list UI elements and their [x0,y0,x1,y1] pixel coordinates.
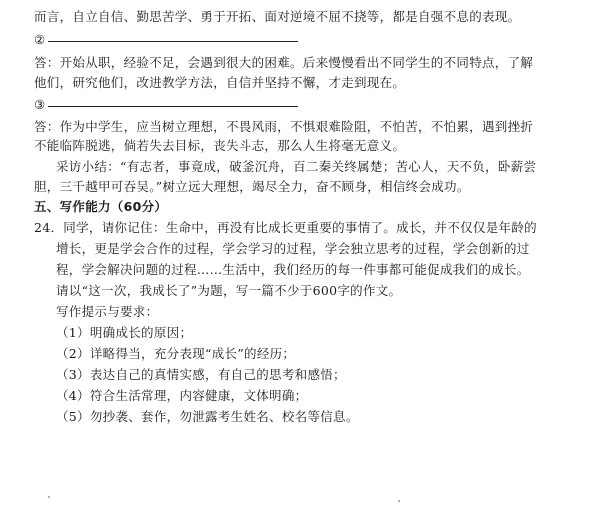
writing-requirement-item: （2）详略得当，充分表现“成长”的经历； [56,346,296,361]
interview-summary-line: 胆，三千越甲可吞吴。”树立远大理想，竭尽全力，奋不顾身，相信终会成功。 [34,179,470,194]
answer-text-line: 他们，研究他们，改进教学方法，自信并坚持不懈，才走到现在。 [34,75,406,90]
scan-speck [48,496,50,498]
writing-requirement-item: （3）表达自己的真情实感，有自己的思考和感悟； [56,367,346,382]
writing-requirement-item: （1）明确成长的原因； [56,325,193,340]
question-24-line: 程，学会解决问题的过程……生活中，我们经历的每一件事都可能促成我们的成长。 [56,262,530,277]
circled-number-2: ② [34,32,46,47]
circled-number-3: ③ [34,97,46,112]
scan-speck [398,500,400,502]
answer-blank-line [48,105,298,107]
blank-answer-2 [34,31,298,49]
blank-answer-3 [34,96,298,114]
question-24-line: 增长，更是学会合作的过程，学会学习的过程，学会独立思考的过程，学会创新的过 [56,241,530,256]
question-24-line: 24．同学，请你记住：生命中，再没有比成长更重要的事情了。成长，并不仅仅是年龄的 [34,220,537,235]
interview-summary-line: 采访小结：“有志者，事竟成，破釜沉舟，百二秦关终属楚；苦心人，天不负，卧薪尝 [56,159,537,174]
answer-text-line: 答：开始从职，经验不足，会遇到很大的困难。后来慢慢看出不同学生的不同特点，了解 [34,55,534,70]
writing-requirement-item: （4）符合生活常理，内容健康，文体明确； [56,388,308,403]
writing-tips-heading: 写作提示与要求： [56,304,159,319]
essay-title-instruction: 请以“这一次，我成长了”为题，写一篇不少于600字的作文。 [56,283,402,298]
answer-text-line: 答：作为中学生，应当树立理想，不畏风雨，不惧艰难险阻，不怕苦，不怕累，遇到挫折 [34,119,534,134]
text-line: 而言，自立自信、勤思苦学、勇于开拓、面对逆境不屈不挠等，都是自强不息的表现。 [34,9,521,24]
writing-requirement-item: （5）勿抄袭、套作，勿泄露考生姓名、校名等信息。 [56,409,359,424]
section-heading-writing: 五、写作能力（60分） [34,199,168,214]
answer-blank-line [48,40,298,42]
answer-text-line: 不能临阵脱逃，倘若失去目标，丧失斗志，那么人生将毫无意义。 [34,138,406,153]
